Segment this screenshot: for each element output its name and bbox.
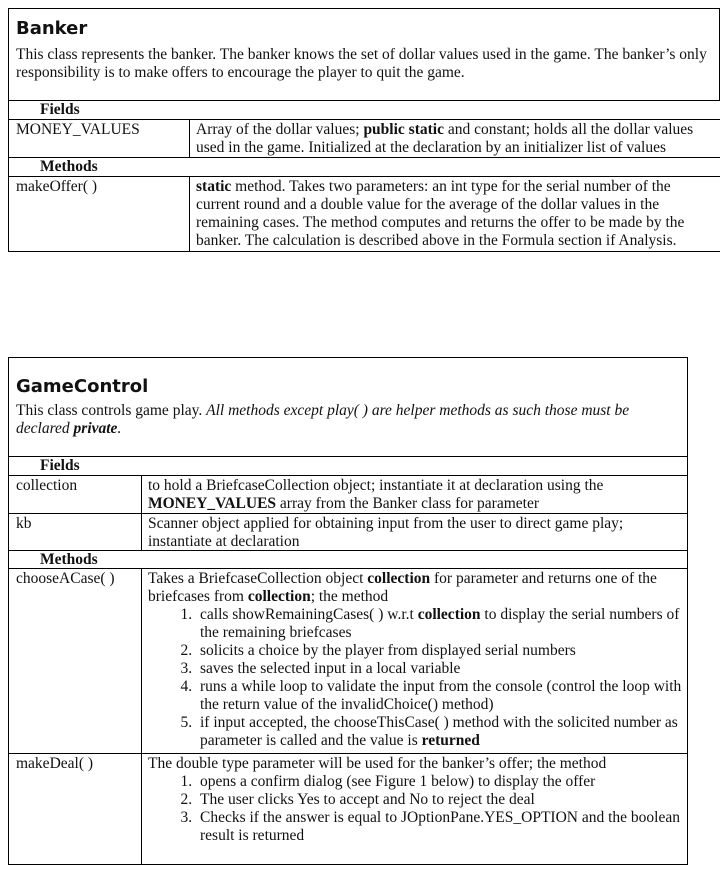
gc-f1-desc-a: to hold a BriefcaseCollection object; instantiate it at declaration using the bbox=[148, 477, 604, 494]
banker-field-rule bbox=[8, 157, 720, 158]
gc-method1-rule bbox=[8, 753, 688, 754]
gc-field-collection-desc bbox=[148, 477, 682, 513]
gamecontrol-description bbox=[16, 402, 680, 438]
banker-method-desc bbox=[196, 178, 714, 250]
banker-description bbox=[16, 46, 712, 82]
gc-methods-col bbox=[141, 568, 142, 864]
gc-m2-intro: The double type parameter will be used for the banker’s offer; the method bbox=[148, 755, 607, 772]
gc-m1-step-3: 3. saves the selected input in a local variable bbox=[196, 660, 682, 678]
gc-field-kb-desc: Scanner object applied for obtaining input from the user to direct game play; instantiate at declaration bbox=[148, 515, 624, 550]
gc-m1-s1-c: to display the serial numbers of the remaining briefcases bbox=[200, 606, 680, 641]
banker-method-name: makeOffer( ) bbox=[16, 178, 98, 195]
gc-field1-rule bbox=[8, 513, 688, 514]
gc-m1-s5-a: if input accepted, the chooseThisCase( ) method with the solicited number as parameter is called and the value is bbox=[200, 714, 678, 749]
banker-field-name: MONEY_VALUES bbox=[16, 121, 140, 138]
gc-m1-step-5 bbox=[196, 714, 682, 750]
banker-right-edge bbox=[719, 8, 720, 100]
gc-method-makedeal-name: makeDeal( ) bbox=[16, 755, 94, 772]
gc-m1-step-4: 4. runs a while loop to validate the input from the console (control the loop with the return value of the invalidChoice() method) bbox=[196, 678, 682, 714]
gc-method-makedeal-desc bbox=[148, 755, 682, 845]
gc-m1-intro-a: Takes a BriefcaseCollection object bbox=[148, 570, 368, 587]
gamecontrol-fields-rule bbox=[8, 475, 688, 476]
gc-m1-s5-b: returned bbox=[421, 732, 480, 749]
gc-m1-intro-d: collection bbox=[247, 588, 311, 605]
gc-field2-rule bbox=[8, 550, 688, 551]
banker-field-desc-a: Array of the dollar values; bbox=[196, 121, 364, 138]
gc-m1-intro-b: collection bbox=[367, 570, 431, 587]
gamecontrol-divider bbox=[8, 456, 688, 457]
gc-method-chooseacase-desc bbox=[148, 570, 682, 750]
gamecontrol-desc-c: private bbox=[73, 420, 118, 437]
banker-methods-rule bbox=[8, 176, 720, 177]
gc-field-collection-name: collection bbox=[16, 477, 78, 494]
gc-method-chooseacase-name: chooseACase( ) bbox=[16, 570, 115, 587]
banker-field-desc-c: and constant; holds all the dollar values used in the game. Initialized at the declaration by an initializer list of values bbox=[196, 121, 694, 156]
gc-m2-step-3: 3. Checks if the answer is equal to JOptionPane.YES_OPTION and the boolean result is returned bbox=[196, 809, 682, 845]
banker-divider bbox=[8, 100, 720, 101]
gc-m1-intro-c: for parameter and returns one of the briefcases from bbox=[148, 570, 657, 605]
gc-m1-s1-b: collection bbox=[417, 606, 481, 623]
gc-m2-steps bbox=[148, 773, 682, 845]
banker-method-desc-a: static bbox=[196, 178, 232, 195]
gamecontrol-desc-d: . bbox=[117, 420, 122, 437]
banker-desc-text: This class represents the banker. The banker knows the set of dollar values used in the game. The banker’s only responsibility is to make offers to encourage the player to quit the game. bbox=[16, 46, 707, 81]
gamecontrol-methods-rule bbox=[8, 568, 688, 569]
gc-m1-intro-e: ; the method bbox=[310, 588, 389, 605]
banker-fields-label: Fields bbox=[40, 101, 80, 118]
banker-title: Banker bbox=[16, 18, 88, 39]
gc-m1-steps bbox=[148, 606, 682, 750]
gc-m2-step-1: 1. opens a confirm dialog (see Figure 1 below) to display the offer bbox=[196, 773, 682, 791]
banker-method-underline bbox=[189, 251, 697, 252]
gamecontrol-fields-label: Fields bbox=[40, 457, 80, 474]
gc-m1-intro bbox=[148, 570, 682, 606]
gamecontrol-methods-label: Methods bbox=[40, 551, 98, 568]
gc-f1-desc-c: array from the Banker class for parameter bbox=[276, 495, 539, 512]
gamecontrol-desc-a: This class controls game play. bbox=[16, 402, 207, 419]
banker-field-desc-b: public static bbox=[363, 121, 444, 138]
gc-m1-step-1 bbox=[196, 606, 682, 642]
banker-field-desc bbox=[196, 121, 714, 157]
gc-m2-step-2: 2. The user clicks Yes to accept and No to reject the deal bbox=[196, 791, 682, 809]
gc-f1-desc-b: MONEY_VALUES bbox=[148, 495, 277, 512]
banker-method-col bbox=[189, 176, 190, 251]
gamecontrol-title: GameControl bbox=[16, 376, 149, 397]
gc-m1-step-2: 2. solicits a choice by the player from displayed serial numbers bbox=[196, 642, 682, 660]
gc-field-kb-name: kb bbox=[16, 515, 32, 532]
gc-m1-s1-a: calls showRemainingCases( ) w.r.t bbox=[200, 606, 418, 623]
banker-method-desc-b: method. Takes two parameters: an int type for the serial number of the current round and a double value for the average of the dollar values in the remaining cases. The method computes and returns the offer to be made by the banker. The calculation is described above in the Formula section if Analysis. bbox=[196, 178, 685, 249]
banker-field-col bbox=[189, 119, 190, 157]
banker-fields-rule bbox=[8, 119, 720, 120]
banker-methods-label: Methods bbox=[40, 158, 98, 175]
gamecontrol-desc-b: All methods except play( ) are helper methods as such those must be declared bbox=[16, 402, 630, 437]
